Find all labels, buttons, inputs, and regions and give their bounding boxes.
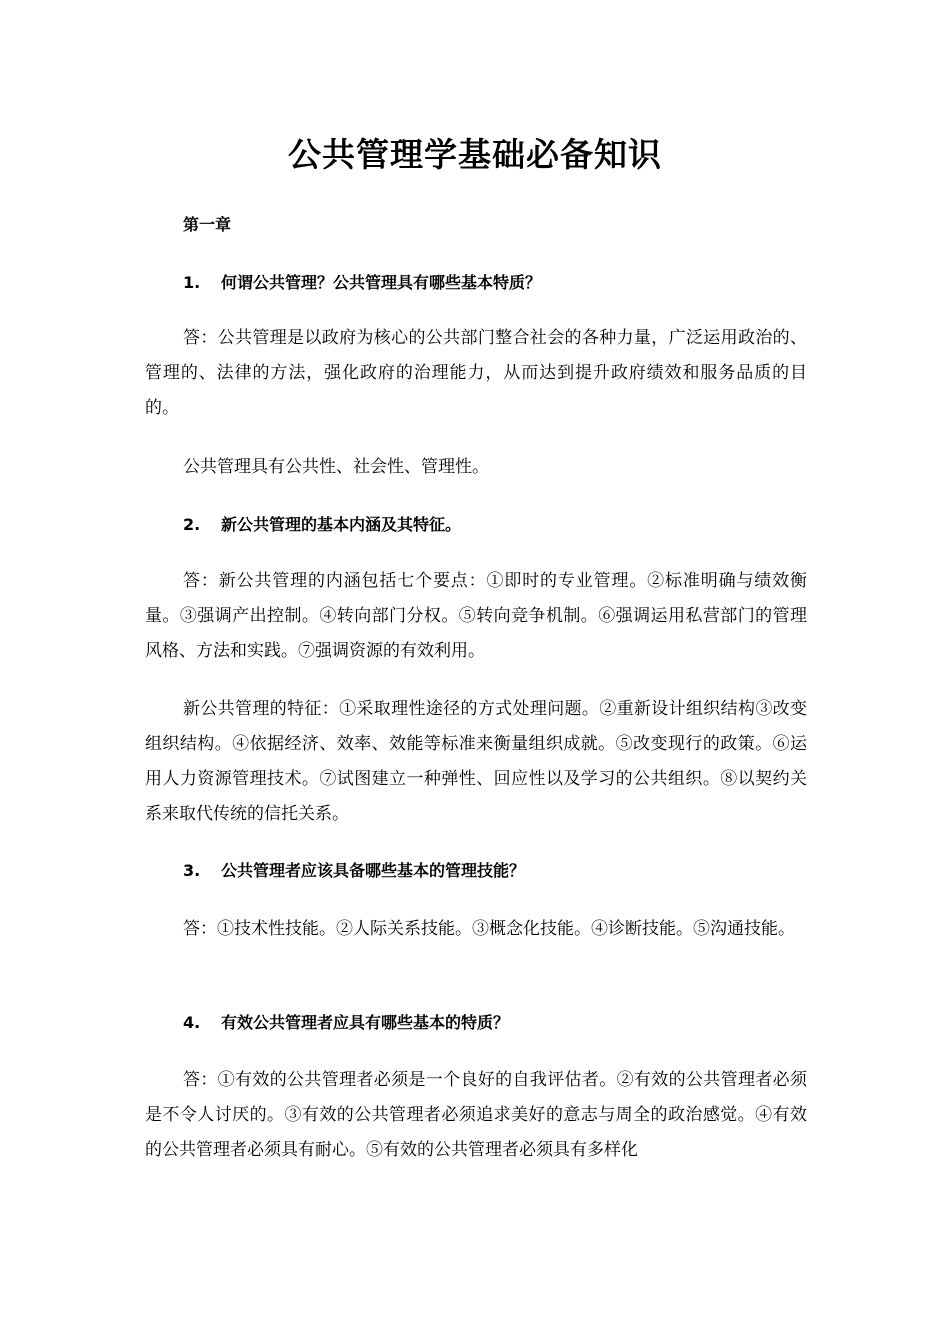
- section-question: 有效公共管理者应具有哪些基本的特质？: [221, 1013, 510, 1032]
- section-2-features: 新公共管理的特征：①采取理性途径的方式处理问题。②重新设计组织结构③改变组织结构。④依据经济、效率、效能等标准来衡量组织成就。⑤改变现行的政策。⑥运用人力资源管理技术。⑦试图建立一种弹性、回应性以及学习的公共组织。⑧以契约关系来取代传统的信托关系。: [145, 699, 807, 824]
- section-question: 何谓公共管理？公共管理具有哪些基本特质？: [221, 273, 542, 292]
- section-1-note: 公共管理具有公共性、社会性、管理性。: [183, 457, 489, 477]
- section-question: 公共管理者应该具备哪些基本的管理技能？: [221, 861, 526, 880]
- section-number: 1.: [183, 273, 201, 292]
- section-question: 新公共管理的基本内涵及其特征。: [221, 515, 462, 534]
- section-number: 3.: [183, 861, 201, 880]
- section-number: 2.: [183, 515, 201, 534]
- section-4-heading: [183, 1011, 823, 1035]
- document-title: 公共管理学基础必备知识: [288, 135, 662, 174]
- section-3-answer: 答：①技术性技能。②人际关系技能。③概念化技能。④诊断技能。⑤沟通技能。: [183, 919, 795, 939]
- section-2-answer: 答：新公共管理的内涵包括七个要点：①即时的专业管理。②标准明确与绩效衡量。③强调产出控制。④转向部门分权。⑤转向竞争机制。⑥强调运用私营部门的管理风格、方法和实践。⑦强调资源的有效利用。: [145, 571, 807, 661]
- section-3-heading: [183, 859, 823, 883]
- section-2-heading: [183, 513, 823, 537]
- section-4-answer: 答：①有效的公共管理者必须是一个良好的自我评估者。②有效的公共管理者必须是不令人讨厌的。③有效的公共管理者必须追求美好的意志与周全的政治感觉。④有效的公共管理者必须具有耐心。⑤有效的公共管理者必须具有多样化: [145, 1070, 807, 1160]
- section-number: 4.: [183, 1013, 201, 1032]
- section-1-heading: [183, 271, 823, 295]
- section-1-answer: 答：公共管理是以政府为核心的公共部门整合社会的各种力量，广泛运用政治的、管理的、法律的方法，强化政府的治理能力，从而达到提升政府绩效和服务品质的目的。: [145, 328, 807, 418]
- chapter-heading: 第一章: [183, 215, 232, 234]
